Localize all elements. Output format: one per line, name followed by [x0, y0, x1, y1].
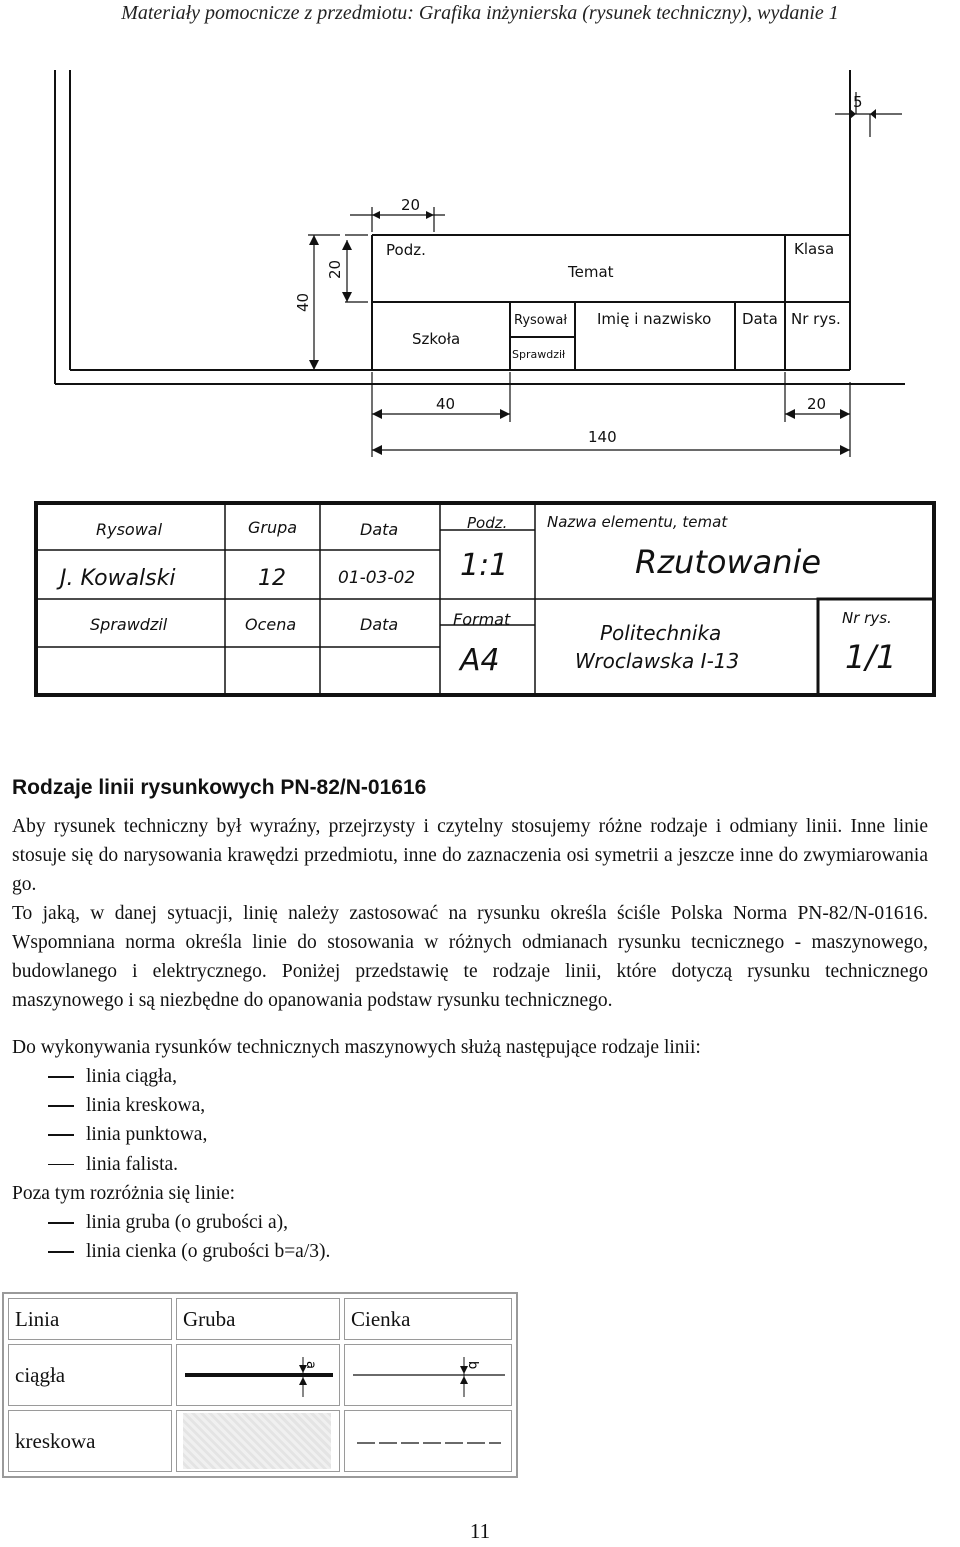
- line-thickness-list: [12, 1208, 330, 1266]
- fig2-a4: A4: [460, 643, 500, 678]
- page-header: Materiały pomocnicze z przedmiotu: Grafika inżynierska (rysunek techniczny), wydanie 1: [121, 2, 839, 24]
- table-header: Cienka: [344, 1298, 512, 1340]
- table-row: [8, 1344, 512, 1406]
- fig2-sprawdzil: Sprawdzil: [90, 615, 168, 634]
- dim-20-bottom-label: 20: [807, 395, 827, 413]
- thick-dashed-line-sample: [176, 1410, 340, 1472]
- paragraph-thickness: Poza tym rozróżnia się linie:: [12, 1183, 236, 1204]
- fig2-polit2: Wroclawska I-13: [575, 649, 740, 673]
- row-label: kreskowa: [8, 1410, 172, 1472]
- fig2-podz: Podz.: [467, 514, 508, 532]
- fig2-rysowal: Rysowal: [96, 520, 163, 539]
- fig2-nazwa: Nazwa elementu, temat: [547, 513, 728, 531]
- thin-dashed-line-sample: [344, 1410, 512, 1472]
- table-row: [8, 1410, 512, 1472]
- nr-rys-label: Nr rys.: [791, 310, 841, 328]
- podz-label: Podz.: [386, 241, 426, 259]
- dim-40-vert-label: 40: [294, 292, 312, 312]
- svg-text:b: b: [465, 1361, 480, 1370]
- list-item: linia punktowa,: [12, 1120, 207, 1149]
- list-item: linia cienka (o grubości b=a/3).: [12, 1237, 330, 1266]
- list-item: linia ciągła,: [12, 1062, 207, 1091]
- list-item: linia kreskowa,: [12, 1091, 207, 1120]
- filled-title-block-figure: [30, 495, 940, 710]
- paragraph-line-types: Do wykonywania rysunków technicznych maszynowych służą następujące rodzaje linii:: [12, 1037, 701, 1058]
- line-types-table: [2, 1292, 518, 1478]
- svg-text:a: a: [303, 1361, 318, 1369]
- section-title: Rodzaje linii rysunkowych PN-82/N-01616: [12, 776, 427, 799]
- page-number: 11: [469, 1519, 491, 1543]
- fig2-data1: Data: [360, 520, 399, 539]
- szkola-label: Szkoła: [412, 330, 461, 348]
- fig2-polit1: Politechnika: [600, 621, 722, 645]
- dim-40-bottom-label: 40: [436, 395, 456, 413]
- list-item: linia gruba (o grubości a),: [12, 1208, 330, 1237]
- dim-20-top-label: 20: [401, 196, 421, 214]
- fig2-grupa: Grupa: [248, 518, 298, 537]
- fig2-one-one: 1/1: [845, 638, 897, 676]
- fig2-nr12: 12: [258, 566, 286, 591]
- fig2-ocena: Ocena: [245, 615, 297, 634]
- paragraph-norm: To jaką, w danej sytuacji, linię należy zastosować na rysunku określa ściśle Polska Norma PN-82/N-01616. Wspomniana norma określa linie do stosowania w różnych odmianach rysunku tecnicznego - maszynowego, budowlanego i elektrycznego. Poniżej przedstawię te rodzaje linii, które dotyczą rysunku technicznego maszynowego i są niezbędne do opanowania podstaw rysunku technicznego.: [12, 903, 928, 1011]
- table-header: Gruba: [176, 1298, 340, 1340]
- fig2-rzutowanie: Rzutowanie: [635, 543, 822, 581]
- table-header-row: [8, 1298, 512, 1340]
- row-label: ciągła: [8, 1344, 172, 1406]
- rysowal-label: Rysował: [514, 313, 568, 328]
- dim-5-label: 5: [853, 93, 863, 111]
- sprawdzil-label: Sprawdził: [512, 348, 566, 361]
- title-block-dimension-figure: [50, 62, 910, 462]
- fig2-data2: Data: [360, 615, 399, 634]
- thick-solid-line-sample: [176, 1344, 340, 1406]
- fig2-format: Format: [453, 610, 511, 629]
- klasa-label: Klasa: [794, 240, 835, 258]
- line-types-list: [12, 1062, 207, 1179]
- data-label: Data: [742, 310, 778, 328]
- temat-label: Temat: [568, 263, 614, 281]
- table-header: Linia: [8, 1298, 172, 1340]
- dim-140-label: 140: [588, 428, 617, 446]
- paragraph-intro: Aby rysunek techniczny był wyraźny, przejrzysty i czytelny stosujemy różne rodzaje i odmiany linii. Inne linie stosuje się do narysowania krawędzi przedmiotu, inne do zaznaczenia osi symetrii a jeszcze inne do zwymiarowania go.: [12, 816, 928, 895]
- fig2-date: 01-03-02: [338, 568, 416, 588]
- imie-label: Imię i nazwisko: [597, 310, 712, 328]
- fig2-scale: 1:1: [460, 548, 509, 583]
- thin-solid-line-sample: [344, 1344, 512, 1406]
- fig2-kowalski: J. Kowalski: [60, 566, 176, 591]
- list-item: linia falista.: [12, 1150, 207, 1179]
- fig2-nrrys: Nr rys.: [842, 609, 892, 627]
- dim-20-vert-label: 20: [326, 259, 344, 279]
